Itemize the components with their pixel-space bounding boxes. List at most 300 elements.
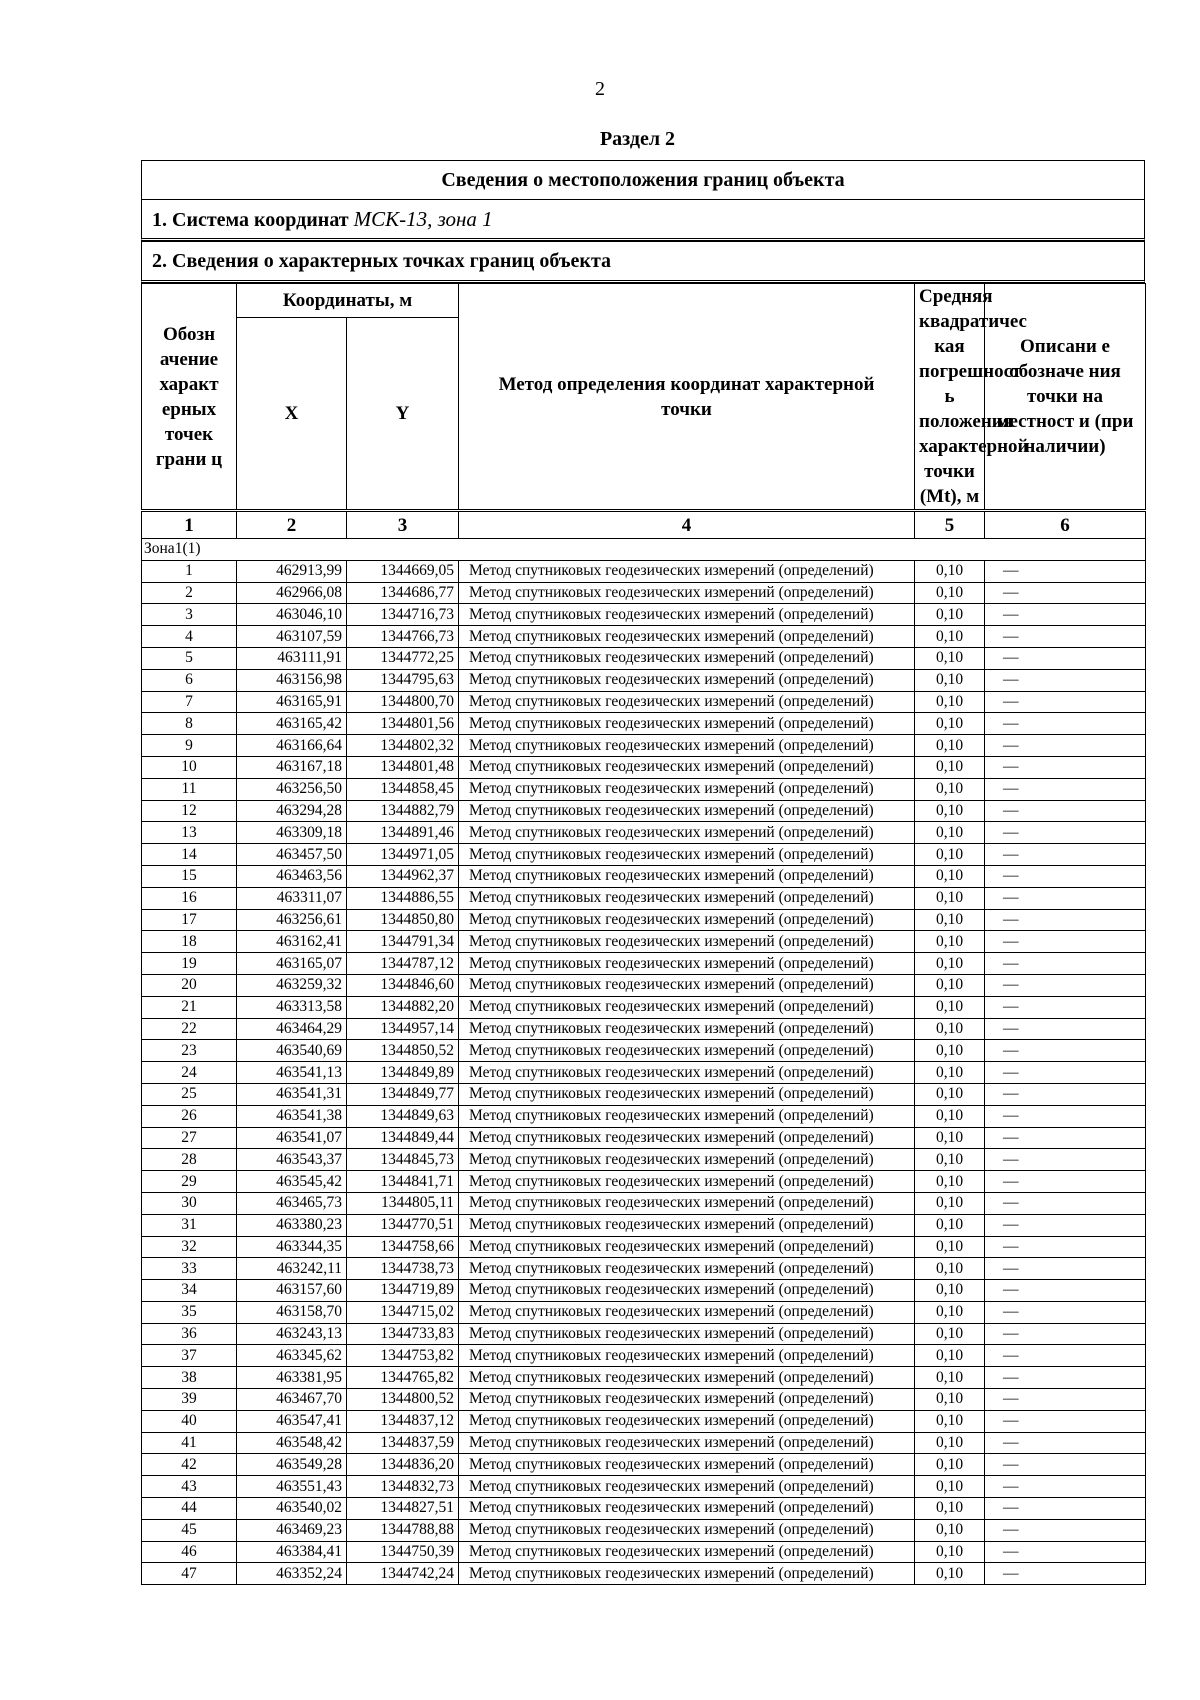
- description-cell: —: [985, 1236, 1146, 1258]
- y-coordinate-cell: 1344805,11: [347, 1192, 459, 1214]
- y-coordinate-cell: 1344962,37: [347, 865, 459, 887]
- description-cell: —: [985, 1541, 1146, 1563]
- table-row: [142, 1083, 1146, 1105]
- y-coordinate-cell: 1344849,89: [347, 1062, 459, 1084]
- method-cell: Метод спутниковых геодезических измерений (определений): [459, 1541, 915, 1563]
- y-coordinate-cell: 1344858,45: [347, 778, 459, 800]
- description-cell: —: [985, 1498, 1146, 1520]
- table-row: [142, 1389, 1146, 1411]
- description-cell: —: [985, 1389, 1146, 1411]
- method-cell: Метод спутниковых геодезических измерений (определений): [459, 756, 915, 778]
- point-number-cell: 28: [142, 1149, 237, 1171]
- y-coordinate-cell: 1344971,05: [347, 844, 459, 866]
- point-number-cell: 2: [142, 582, 237, 604]
- description-cell: —: [985, 1345, 1146, 1367]
- point-number-cell: 24: [142, 1062, 237, 1084]
- x-coordinate-cell: 463541,13: [237, 1062, 347, 1084]
- accuracy-cell: 0,10: [915, 1018, 985, 1040]
- point-number-cell: 26: [142, 1105, 237, 1127]
- x-coordinate-cell: 463352,24: [237, 1563, 347, 1585]
- method-cell: Метод спутниковых геодезических измерений (определений): [459, 1323, 915, 1345]
- x-coordinate-cell: 463311,07: [237, 887, 347, 909]
- col-number: 2: [237, 511, 347, 539]
- description-cell: —: [985, 735, 1146, 757]
- x-coordinate-cell: 463259,32: [237, 974, 347, 996]
- method-cell: Метод спутниковых геодезических измерений (определений): [459, 647, 915, 669]
- header-x: X: [237, 317, 347, 510]
- accuracy-cell: 0,10: [915, 626, 985, 648]
- method-cell: Метод спутниковых геодезических измерений (определений): [459, 626, 915, 648]
- x-coordinate-cell: 463256,61: [237, 909, 347, 931]
- header-coords: Координаты, м: [237, 284, 459, 318]
- point-number-cell: 23: [142, 1040, 237, 1062]
- table-row: [142, 865, 1146, 887]
- x-coordinate-cell: 463166,64: [237, 735, 347, 757]
- accuracy-cell: 0,10: [915, 669, 985, 691]
- method-cell: Метод спутниковых геодезических измерений (определений): [459, 560, 915, 582]
- description-cell: —: [985, 1454, 1146, 1476]
- y-coordinate-cell: 1344753,82: [347, 1345, 459, 1367]
- x-coordinate-cell: 463469,23: [237, 1519, 347, 1541]
- description-cell: —: [985, 1171, 1146, 1193]
- point-number-cell: 25: [142, 1083, 237, 1105]
- description-cell: —: [985, 974, 1146, 996]
- x-coordinate-cell: 463313,58: [237, 996, 347, 1018]
- method-cell: Метод спутниковых геодезических измерений (определений): [459, 582, 915, 604]
- accuracy-cell: 0,10: [915, 1454, 985, 1476]
- y-coordinate-cell: 1344841,71: [347, 1171, 459, 1193]
- accuracy-cell: 0,10: [915, 1083, 985, 1105]
- description-cell: —: [985, 1280, 1146, 1302]
- description-cell: —: [985, 1105, 1146, 1127]
- header-description: Описани е обозначе ния точки на местност и (при наличии): [985, 284, 1146, 511]
- table-row: [142, 822, 1146, 844]
- table-row: [142, 1476, 1146, 1498]
- method-cell: Метод спутниковых геодезических измерений (определений): [459, 669, 915, 691]
- x-coordinate-cell: 463167,18: [237, 756, 347, 778]
- point-number-cell: 35: [142, 1301, 237, 1323]
- accuracy-cell: 0,10: [915, 974, 985, 996]
- description-cell: —: [985, 669, 1146, 691]
- description-cell: —: [985, 1258, 1146, 1280]
- x-coordinate-cell: 463547,41: [237, 1410, 347, 1432]
- description-cell: —: [985, 931, 1146, 953]
- method-cell: Метод спутниковых геодезических измерений (определений): [459, 1149, 915, 1171]
- y-coordinate-cell: 1344766,73: [347, 626, 459, 648]
- x-coordinate-cell: 463157,60: [237, 1280, 347, 1302]
- y-coordinate-cell: 1344837,59: [347, 1432, 459, 1454]
- description-cell: —: [985, 953, 1146, 975]
- method-cell: Метод спутниковых геодезических измерений (определений): [459, 931, 915, 953]
- x-coordinate-cell: 463107,59: [237, 626, 347, 648]
- column-numbers-row: [142, 511, 1146, 539]
- table-row: [142, 909, 1146, 931]
- description-cell: —: [985, 800, 1146, 822]
- y-coordinate-cell: 1344787,12: [347, 953, 459, 975]
- point-number-cell: 33: [142, 1258, 237, 1280]
- points-label: 2. Сведения о характерных точках границ объекта: [152, 250, 612, 272]
- method-cell: Метод спутниковых геодезических измерений (определений): [459, 1062, 915, 1084]
- table-row: [142, 1062, 1146, 1084]
- box-title-block: [141, 160, 1145, 199]
- table-row: [142, 669, 1146, 691]
- accuracy-cell: 0,10: [915, 1432, 985, 1454]
- method-cell: Метод спутниковых геодезических измерений (определений): [459, 887, 915, 909]
- accuracy-cell: 0,10: [915, 604, 985, 626]
- y-coordinate-cell: 1344733,83: [347, 1323, 459, 1345]
- point-number-cell: 19: [142, 953, 237, 975]
- point-number-cell: 8: [142, 713, 237, 735]
- point-number-cell: 5: [142, 647, 237, 669]
- point-number-cell: 9: [142, 735, 237, 757]
- y-coordinate-cell: 1344801,56: [347, 713, 459, 735]
- accuracy-cell: 0,10: [915, 1236, 985, 1258]
- method-cell: Метод спутниковых геодезических измерений (определений): [459, 800, 915, 822]
- x-coordinate-cell: 463345,62: [237, 1345, 347, 1367]
- x-coordinate-cell: 463540,69: [237, 1040, 347, 1062]
- accuracy-cell: 0,10: [915, 778, 985, 800]
- point-number-cell: 11: [142, 778, 237, 800]
- accuracy-cell: 0,10: [915, 1345, 985, 1367]
- table-row: [142, 996, 1146, 1018]
- point-number-cell: 18: [142, 931, 237, 953]
- x-coordinate-cell: 463380,23: [237, 1214, 347, 1236]
- coord-system-block: [141, 199, 1145, 241]
- description-cell: —: [985, 1323, 1146, 1345]
- method-cell: Метод спутниковых геодезических измерений (определений): [459, 865, 915, 887]
- method-cell: Метод спутниковых геодезических измерений (определений): [459, 1236, 915, 1258]
- table-row: [142, 1454, 1146, 1476]
- accuracy-cell: 0,10: [915, 1323, 985, 1345]
- method-cell: Метод спутниковых геодезических измерений (определений): [459, 974, 915, 996]
- point-number-cell: 30: [142, 1192, 237, 1214]
- points-table: [141, 283, 1146, 1585]
- box-title: Сведения о местоположения границ объекта: [441, 169, 845, 191]
- method-cell: Метод спутниковых геодезических измерений (определений): [459, 1410, 915, 1432]
- y-coordinate-cell: 1344837,12: [347, 1410, 459, 1432]
- description-cell: —: [985, 1301, 1146, 1323]
- coord-system-row: [142, 200, 1144, 238]
- table-row: [142, 1214, 1146, 1236]
- x-coordinate-cell: 463548,42: [237, 1432, 347, 1454]
- accuracy-cell: 0,10: [915, 1410, 985, 1432]
- x-coordinate-cell: 463242,11: [237, 1258, 347, 1280]
- description-cell: —: [985, 1519, 1146, 1541]
- table-row: [142, 647, 1146, 669]
- document-table-frame: [141, 160, 1145, 1585]
- method-cell: Метод спутниковых геодезических измерений (определений): [459, 778, 915, 800]
- method-cell: Метод спутниковых геодезических измерений (определений): [459, 953, 915, 975]
- method-cell: Метод спутниковых геодезических измерений (определений): [459, 1258, 915, 1280]
- table-row: [142, 1345, 1146, 1367]
- y-coordinate-cell: 1344716,73: [347, 604, 459, 626]
- accuracy-cell: 0,10: [915, 582, 985, 604]
- header-row-1: [142, 284, 1146, 318]
- table-row: [142, 691, 1146, 713]
- accuracy-cell: 0,10: [915, 713, 985, 735]
- y-coordinate-cell: 1344669,05: [347, 560, 459, 582]
- table-row: [142, 1498, 1146, 1520]
- x-coordinate-cell: 463465,73: [237, 1192, 347, 1214]
- method-cell: Метод спутниковых геодезических измерений (определений): [459, 822, 915, 844]
- col-number: 6: [985, 511, 1146, 539]
- point-number-cell: 46: [142, 1541, 237, 1563]
- description-cell: —: [985, 822, 1146, 844]
- method-cell: Метод спутниковых геодезических измерений (определений): [459, 996, 915, 1018]
- header-y: Y: [347, 317, 459, 510]
- table-row: [142, 1236, 1146, 1258]
- method-cell: Метод спутниковых геодезических измерений (определений): [459, 1280, 915, 1302]
- zone-row: [142, 539, 1146, 561]
- coord-system-label: 1. Система координат: [152, 209, 349, 231]
- accuracy-cell: 0,10: [915, 1476, 985, 1498]
- accuracy-cell: 0,10: [915, 800, 985, 822]
- y-coordinate-cell: 1344795,63: [347, 669, 459, 691]
- accuracy-cell: 0,10: [915, 931, 985, 953]
- accuracy-cell: 0,10: [915, 1280, 985, 1302]
- y-coordinate-cell: 1344832,73: [347, 1476, 459, 1498]
- x-coordinate-cell: 463156,98: [237, 669, 347, 691]
- point-number-cell: 39: [142, 1389, 237, 1411]
- accuracy-cell: 0,10: [915, 1563, 985, 1585]
- y-coordinate-cell: 1344849,63: [347, 1105, 459, 1127]
- x-coordinate-cell: 463549,28: [237, 1454, 347, 1476]
- y-coordinate-cell: 1344957,14: [347, 1018, 459, 1040]
- accuracy-cell: 0,10: [915, 1192, 985, 1214]
- point-number-cell: 40: [142, 1410, 237, 1432]
- accuracy-cell: 0,10: [915, 691, 985, 713]
- table-row: [142, 1171, 1146, 1193]
- description-cell: —: [985, 604, 1146, 626]
- accuracy-cell: 0,10: [915, 865, 985, 887]
- description-cell: —: [985, 1432, 1146, 1454]
- table-row: [142, 844, 1146, 866]
- description-cell: —: [985, 1040, 1146, 1062]
- description-cell: —: [985, 1367, 1146, 1389]
- accuracy-cell: 0,10: [915, 1040, 985, 1062]
- description-cell: —: [985, 647, 1146, 669]
- accuracy-cell: 0,10: [915, 735, 985, 757]
- method-cell: Метод спутниковых геодезических измерений (определений): [459, 713, 915, 735]
- table-row: [142, 931, 1146, 953]
- point-number-cell: 42: [142, 1454, 237, 1476]
- x-coordinate-cell: 463463,56: [237, 865, 347, 887]
- accuracy-cell: 0,10: [915, 1519, 985, 1541]
- description-cell: —: [985, 996, 1146, 1018]
- table-row: [142, 1105, 1146, 1127]
- section-title: Раздел 2: [599, 128, 676, 150]
- accuracy-cell: 0,10: [915, 953, 985, 975]
- point-number-cell: 45: [142, 1519, 237, 1541]
- x-coordinate-cell: 463165,42: [237, 713, 347, 735]
- y-coordinate-cell: 1344846,60: [347, 974, 459, 996]
- point-number-cell: 4: [142, 626, 237, 648]
- header-method: Метод определения координат характерной точки: [459, 284, 915, 511]
- table-row: [142, 1301, 1146, 1323]
- description-cell: —: [985, 1214, 1146, 1236]
- method-cell: Метод спутниковых геодезических измерений (определений): [459, 1389, 915, 1411]
- method-cell: Метод спутниковых геодезических измерений (определений): [459, 1105, 915, 1127]
- point-number-cell: 22: [142, 1018, 237, 1040]
- y-coordinate-cell: 1344827,51: [347, 1498, 459, 1520]
- table-row: [142, 1149, 1146, 1171]
- y-coordinate-cell: 1344686,77: [347, 582, 459, 604]
- description-cell: —: [985, 865, 1146, 887]
- x-coordinate-cell: 463165,07: [237, 953, 347, 975]
- description-cell: —: [985, 713, 1146, 735]
- table-row: [142, 778, 1146, 800]
- y-coordinate-cell: 1344845,73: [347, 1149, 459, 1171]
- table-row: [142, 1192, 1146, 1214]
- table-row: [142, 1432, 1146, 1454]
- point-number-cell: 6: [142, 669, 237, 691]
- method-cell: Метод спутниковых геодезических измерений (определений): [459, 1498, 915, 1520]
- table-row: [142, 626, 1146, 648]
- description-cell: —: [985, 1018, 1146, 1040]
- point-number-cell: 16: [142, 887, 237, 909]
- y-coordinate-cell: 1344772,25: [347, 647, 459, 669]
- point-number-cell: 13: [142, 822, 237, 844]
- y-coordinate-cell: 1344801,48: [347, 756, 459, 778]
- point-number-cell: 41: [142, 1432, 237, 1454]
- accuracy-cell: 0,10: [915, 1062, 985, 1084]
- y-coordinate-cell: 1344800,52: [347, 1389, 459, 1411]
- method-cell: Метод спутниковых геодезических измерений (определений): [459, 1367, 915, 1389]
- accuracy-cell: 0,10: [915, 822, 985, 844]
- point-number-cell: 15: [142, 865, 237, 887]
- table-row: [142, 953, 1146, 975]
- col-number: 1: [142, 511, 237, 539]
- table-row: [142, 1280, 1146, 1302]
- description-cell: —: [985, 844, 1146, 866]
- table-row: [142, 1541, 1146, 1563]
- method-cell: Метод спутниковых геодезических измерений (определений): [459, 1519, 915, 1541]
- description-cell: —: [985, 582, 1146, 604]
- x-coordinate-cell: 463384,41: [237, 1541, 347, 1563]
- y-coordinate-cell: 1344758,66: [347, 1236, 459, 1258]
- point-number-cell: 37: [142, 1345, 237, 1367]
- description-cell: —: [985, 1062, 1146, 1084]
- method-cell: Метод спутниковых геодезических измерений (определений): [459, 604, 915, 626]
- method-cell: Метод спутниковых геодезических измерений (определений): [459, 1432, 915, 1454]
- accuracy-cell: 0,10: [915, 909, 985, 931]
- col-number: 5: [915, 511, 985, 539]
- y-coordinate-cell: 1344882,20: [347, 996, 459, 1018]
- method-cell: Метод спутниковых геодезических измерений (определений): [459, 735, 915, 757]
- accuracy-cell: 0,10: [915, 1258, 985, 1280]
- point-number-cell: 31: [142, 1214, 237, 1236]
- x-coordinate-cell: 463165,91: [237, 691, 347, 713]
- table-row: [142, 1410, 1146, 1432]
- description-cell: —: [985, 756, 1146, 778]
- table-row: [142, 604, 1146, 626]
- point-number-cell: 14: [142, 844, 237, 866]
- point-number-cell: 27: [142, 1127, 237, 1149]
- description-cell: —: [985, 887, 1146, 909]
- description-cell: —: [985, 1563, 1146, 1585]
- y-coordinate-cell: 1344750,39: [347, 1541, 459, 1563]
- x-coordinate-cell: 462966,08: [237, 582, 347, 604]
- method-cell: Метод спутниковых геодезических измерений (определений): [459, 1018, 915, 1040]
- y-coordinate-cell: 1344802,32: [347, 735, 459, 757]
- accuracy-cell: 0,10: [915, 1367, 985, 1389]
- y-coordinate-cell: 1344742,24: [347, 1563, 459, 1585]
- y-coordinate-cell: 1344891,46: [347, 822, 459, 844]
- method-cell: Метод спутниковых геодезических измерений (определений): [459, 1454, 915, 1476]
- table-row: [142, 1258, 1146, 1280]
- point-number-cell: 10: [142, 756, 237, 778]
- description-cell: —: [985, 1149, 1146, 1171]
- y-coordinate-cell: 1344738,73: [347, 1258, 459, 1280]
- accuracy-cell: 0,10: [915, 844, 985, 866]
- accuracy-cell: 0,10: [915, 560, 985, 582]
- table-row: [142, 1563, 1146, 1585]
- col-number: 4: [459, 511, 915, 539]
- point-number-cell: 1: [142, 560, 237, 582]
- header-designation: Обозн ачение характ ерных точек грани ц: [142, 284, 237, 511]
- description-cell: —: [985, 1476, 1146, 1498]
- method-cell: Метод спутниковых геодезических измерений (определений): [459, 691, 915, 713]
- y-coordinate-cell: 1344791,34: [347, 931, 459, 953]
- x-coordinate-cell: 463457,50: [237, 844, 347, 866]
- table-row: [142, 560, 1146, 582]
- accuracy-cell: 0,10: [915, 1498, 985, 1520]
- y-coordinate-cell: 1344788,88: [347, 1519, 459, 1541]
- y-coordinate-cell: 1344849,77: [347, 1083, 459, 1105]
- points-label-block: [141, 241, 1145, 283]
- table-row: [142, 756, 1146, 778]
- method-cell: Метод спутниковых геодезических измерений (определений): [459, 1040, 915, 1062]
- x-coordinate-cell: 463543,37: [237, 1149, 347, 1171]
- table-row: [142, 735, 1146, 757]
- method-cell: Метод спутниковых геодезических измерений (определений): [459, 1214, 915, 1236]
- x-coordinate-cell: 463467,70: [237, 1389, 347, 1411]
- method-cell: Метод спутниковых геодезических измерений (определений): [459, 1476, 915, 1498]
- y-coordinate-cell: 1344800,70: [347, 691, 459, 713]
- point-number-cell: 20: [142, 974, 237, 996]
- accuracy-cell: 0,10: [915, 1541, 985, 1563]
- accuracy-cell: 0,10: [915, 756, 985, 778]
- point-number-cell: 47: [142, 1563, 237, 1585]
- point-number-cell: 17: [142, 909, 237, 931]
- x-coordinate-cell: 463551,43: [237, 1476, 347, 1498]
- y-coordinate-cell: 1344882,79: [347, 800, 459, 822]
- y-coordinate-cell: 1344836,20: [347, 1454, 459, 1476]
- accuracy-cell: 0,10: [915, 647, 985, 669]
- zone-label: Зона1(1): [142, 539, 1146, 561]
- x-coordinate-cell: 463541,07: [237, 1127, 347, 1149]
- x-coordinate-cell: 463046,10: [237, 604, 347, 626]
- accuracy-cell: 0,10: [915, 996, 985, 1018]
- table-row: [142, 582, 1146, 604]
- x-coordinate-cell: 463111,91: [237, 647, 347, 669]
- page-number: 2: [595, 78, 605, 100]
- x-coordinate-cell: 463162,41: [237, 931, 347, 953]
- table-row: [142, 1040, 1146, 1062]
- point-number-cell: 44: [142, 1498, 237, 1520]
- method-cell: Метод спутниковых геодезических измерений (определений): [459, 909, 915, 931]
- method-cell: Метод спутниковых геодезических измерений (определений): [459, 1127, 915, 1149]
- table-row: [142, 1367, 1146, 1389]
- y-coordinate-cell: 1344770,51: [347, 1214, 459, 1236]
- accuracy-cell: 0,10: [915, 1171, 985, 1193]
- table-row: [142, 1323, 1146, 1345]
- description-cell: —: [985, 1410, 1146, 1432]
- table-row: [142, 800, 1146, 822]
- point-number-cell: 7: [142, 691, 237, 713]
- y-coordinate-cell: 1344850,52: [347, 1040, 459, 1062]
- description-cell: —: [985, 1192, 1146, 1214]
